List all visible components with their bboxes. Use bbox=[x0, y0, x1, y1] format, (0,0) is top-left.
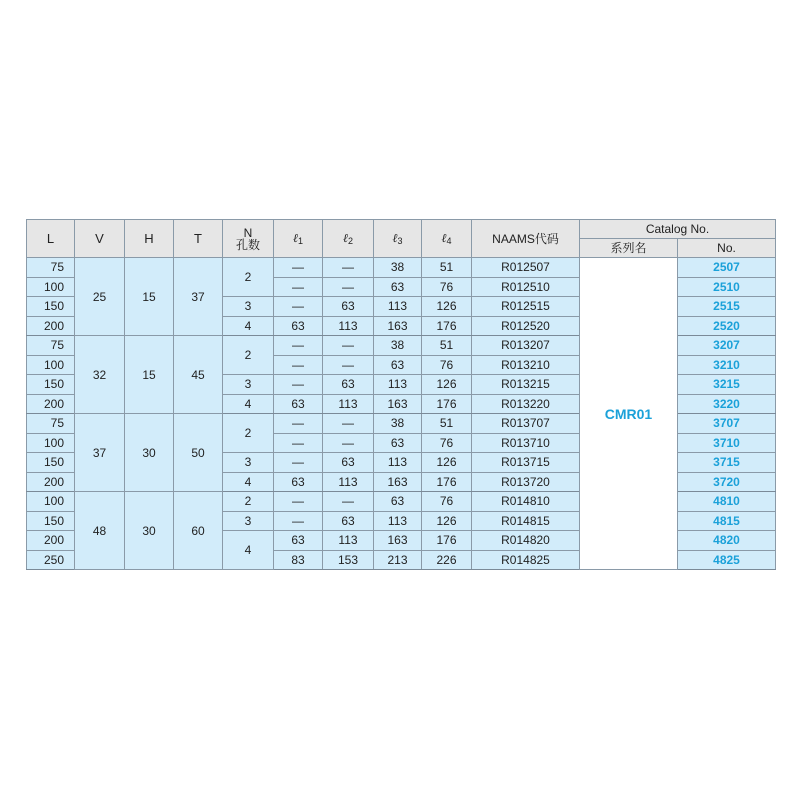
cell-l3: 63 bbox=[374, 277, 422, 297]
cell-naams: R013715 bbox=[472, 453, 580, 473]
cell-l1: 63 bbox=[274, 316, 323, 336]
ell-subscript: 3 bbox=[397, 236, 403, 246]
cell-l3: 163 bbox=[374, 531, 422, 551]
cell-l2: — bbox=[323, 492, 374, 512]
cell-naams: R012515 bbox=[472, 297, 580, 317]
cell-n: 3 bbox=[223, 511, 274, 531]
cell-l1: — bbox=[274, 492, 323, 512]
cell-l2: — bbox=[323, 336, 374, 356]
cell-l: 75 bbox=[27, 414, 75, 434]
cell-l2: 63 bbox=[323, 511, 374, 531]
cell-l1: — bbox=[274, 453, 323, 473]
header-series: 系列名 bbox=[580, 239, 678, 258]
cell-t: 45 bbox=[174, 336, 223, 414]
cell-l: 150 bbox=[27, 453, 75, 473]
cell-l3: 38 bbox=[374, 258, 422, 278]
table-row bbox=[27, 258, 776, 278]
ell-subscript: 4 bbox=[446, 236, 452, 246]
cell-l4: 226 bbox=[422, 550, 472, 570]
cell-h: 15 bbox=[125, 258, 174, 336]
cell-l: 100 bbox=[27, 277, 75, 297]
cell-l2: 153 bbox=[323, 550, 374, 570]
cell-naams: R012507 bbox=[472, 258, 580, 278]
cell-h: 30 bbox=[125, 414, 174, 492]
cell-l: 200 bbox=[27, 394, 75, 414]
cell-l: 150 bbox=[27, 511, 75, 531]
cell-naams: R013210 bbox=[472, 355, 580, 375]
cell-l1: 63 bbox=[274, 531, 323, 551]
cell-naams: R014815 bbox=[472, 511, 580, 531]
cell-l: 200 bbox=[27, 531, 75, 551]
cell-l1: — bbox=[274, 511, 323, 531]
cell-l4: 126 bbox=[422, 453, 472, 473]
cell-l1: — bbox=[274, 375, 323, 395]
cell-l4: 176 bbox=[422, 472, 472, 492]
table-body bbox=[27, 258, 776, 570]
header-l1 bbox=[274, 220, 323, 258]
cell-catalog-no: 3215 bbox=[678, 375, 776, 395]
cell-catalog-no: 3715 bbox=[678, 453, 776, 473]
cell-l2: — bbox=[323, 414, 374, 434]
ell-symbol: ℓ bbox=[392, 231, 398, 245]
cell-l2: 63 bbox=[323, 297, 374, 317]
cell-l3: 213 bbox=[374, 550, 422, 570]
cell-l3: 63 bbox=[374, 355, 422, 375]
cell-n: 2 bbox=[223, 414, 274, 453]
cell-l3: 163 bbox=[374, 394, 422, 414]
dimension-table bbox=[26, 219, 776, 570]
ell-symbol: ℓ bbox=[441, 231, 447, 245]
cell-h: 15 bbox=[125, 336, 174, 414]
cell-n: 3 bbox=[223, 375, 274, 395]
header-n bbox=[223, 220, 274, 258]
cell-catalog-no: 3720 bbox=[678, 472, 776, 492]
cell-n: 2 bbox=[223, 492, 274, 512]
cell-t: 60 bbox=[174, 492, 223, 570]
cell-catalog-no: 4810 bbox=[678, 492, 776, 512]
cell-l4: 76 bbox=[422, 433, 472, 453]
cell-naams: R013207 bbox=[472, 336, 580, 356]
cell-n: 4 bbox=[223, 472, 274, 492]
cell-v: 37 bbox=[75, 414, 125, 492]
cell-l1: — bbox=[274, 258, 323, 278]
cell-l4: 126 bbox=[422, 297, 472, 317]
cell-l4: 176 bbox=[422, 531, 472, 551]
cell-l2: 63 bbox=[323, 453, 374, 473]
header-t: T bbox=[174, 220, 223, 258]
cell-n: 2 bbox=[223, 258, 274, 297]
ell-subscript: 1 bbox=[297, 236, 303, 246]
cell-l2: — bbox=[323, 433, 374, 453]
cell-n: 4 bbox=[223, 394, 274, 414]
cell-l3: 113 bbox=[374, 511, 422, 531]
cell-l: 250 bbox=[27, 550, 75, 570]
cell-naams: R013215 bbox=[472, 375, 580, 395]
cell-l2: — bbox=[323, 355, 374, 375]
cell-l: 75 bbox=[27, 258, 75, 278]
header-catalog: Catalog No. bbox=[580, 220, 776, 239]
header-l3 bbox=[374, 220, 422, 258]
cell-n: 2 bbox=[223, 336, 274, 375]
cell-catalog-no: 3220 bbox=[678, 394, 776, 414]
cell-l3: 163 bbox=[374, 472, 422, 492]
cell-l3: 113 bbox=[374, 375, 422, 395]
cell-l3: 38 bbox=[374, 414, 422, 434]
header-h: H bbox=[125, 220, 174, 258]
cell-naams: R014810 bbox=[472, 492, 580, 512]
cell-naams: R013710 bbox=[472, 433, 580, 453]
cell-h: 30 bbox=[125, 492, 174, 570]
header-no: No. bbox=[678, 239, 776, 258]
cell-l2: — bbox=[323, 258, 374, 278]
cell-t: 37 bbox=[174, 258, 223, 336]
cell-naams: R012520 bbox=[472, 316, 580, 336]
cell-l2: 113 bbox=[323, 316, 374, 336]
cell-l3: 63 bbox=[374, 492, 422, 512]
cell-naams: R014820 bbox=[472, 531, 580, 551]
cell-l: 200 bbox=[27, 316, 75, 336]
cell-l4: 126 bbox=[422, 511, 472, 531]
cell-l4: 126 bbox=[422, 375, 472, 395]
cell-l4: 176 bbox=[422, 394, 472, 414]
cell-catalog-no: 3207 bbox=[678, 336, 776, 356]
cell-l4: 176 bbox=[422, 316, 472, 336]
cell-l4: 76 bbox=[422, 355, 472, 375]
cell-l1: — bbox=[274, 297, 323, 317]
cell-catalog-no: 2510 bbox=[678, 277, 776, 297]
cell-l: 150 bbox=[27, 375, 75, 395]
cell-l4: 51 bbox=[422, 336, 472, 356]
cell-catalog-no: 4825 bbox=[678, 550, 776, 570]
cell-l1: — bbox=[274, 433, 323, 453]
cell-catalog-no: 3707 bbox=[678, 414, 776, 434]
cell-l1: 63 bbox=[274, 394, 323, 414]
cell-catalog-no: 3710 bbox=[678, 433, 776, 453]
cell-l: 100 bbox=[27, 433, 75, 453]
cell-t: 50 bbox=[174, 414, 223, 492]
cell-n: 3 bbox=[223, 297, 274, 317]
cell-catalog-no: 4815 bbox=[678, 511, 776, 531]
cell-v: 32 bbox=[75, 336, 125, 414]
cell-l1: — bbox=[274, 355, 323, 375]
cell-l1: — bbox=[274, 336, 323, 356]
cell-l3: 63 bbox=[374, 433, 422, 453]
cell-l1: 63 bbox=[274, 472, 323, 492]
cell-l3: 113 bbox=[374, 297, 422, 317]
cell-l1: — bbox=[274, 414, 323, 434]
cell-l2: 113 bbox=[323, 531, 374, 551]
header-naams: NAAMS代码 bbox=[472, 220, 580, 258]
cell-l3: 163 bbox=[374, 316, 422, 336]
cell-l2: 113 bbox=[323, 394, 374, 414]
cell-catalog-no: 3210 bbox=[678, 355, 776, 375]
cell-l4: 51 bbox=[422, 414, 472, 434]
ell-subscript: 2 bbox=[347, 236, 353, 246]
header-v: V bbox=[75, 220, 125, 258]
cell-catalog-no: 2520 bbox=[678, 316, 776, 336]
cell-n: 4 bbox=[223, 531, 274, 570]
cell-l2: — bbox=[323, 277, 374, 297]
cell-l2: 63 bbox=[323, 375, 374, 395]
cell-l3: 38 bbox=[374, 336, 422, 356]
cell-l1: 83 bbox=[274, 550, 323, 570]
ell-symbol: ℓ bbox=[342, 231, 348, 245]
cell-n: 4 bbox=[223, 316, 274, 336]
cell-series: CMR01 bbox=[580, 258, 678, 570]
cell-catalog-no: 4820 bbox=[678, 531, 776, 551]
ell-symbol: ℓ bbox=[292, 231, 298, 245]
cell-v: 25 bbox=[75, 258, 125, 336]
cell-l: 75 bbox=[27, 336, 75, 356]
cell-l4: 51 bbox=[422, 258, 472, 278]
cell-l4: 76 bbox=[422, 492, 472, 512]
cell-naams: R014825 bbox=[472, 550, 580, 570]
header-n-label: N bbox=[243, 225, 253, 240]
cell-l2: 113 bbox=[323, 472, 374, 492]
cell-naams: R013220 bbox=[472, 394, 580, 414]
cell-l: 100 bbox=[27, 492, 75, 512]
cell-catalog-no: 2507 bbox=[678, 258, 776, 278]
header-n-sublabel: 孔数 bbox=[235, 237, 260, 252]
cell-n: 3 bbox=[223, 453, 274, 473]
cell-l: 200 bbox=[27, 472, 75, 492]
cell-naams: R012510 bbox=[472, 277, 580, 297]
cell-l1: — bbox=[274, 277, 323, 297]
cell-l: 150 bbox=[27, 297, 75, 317]
cell-naams: R013720 bbox=[472, 472, 580, 492]
header-l: L bbox=[27, 220, 75, 258]
cell-l3: 113 bbox=[374, 453, 422, 473]
header-l2 bbox=[323, 220, 374, 258]
cell-naams: R013707 bbox=[472, 414, 580, 434]
cell-v: 48 bbox=[75, 492, 125, 570]
cell-l4: 76 bbox=[422, 277, 472, 297]
header-l4 bbox=[422, 220, 472, 258]
cell-catalog-no: 2515 bbox=[678, 297, 776, 317]
cell-l: 100 bbox=[27, 355, 75, 375]
